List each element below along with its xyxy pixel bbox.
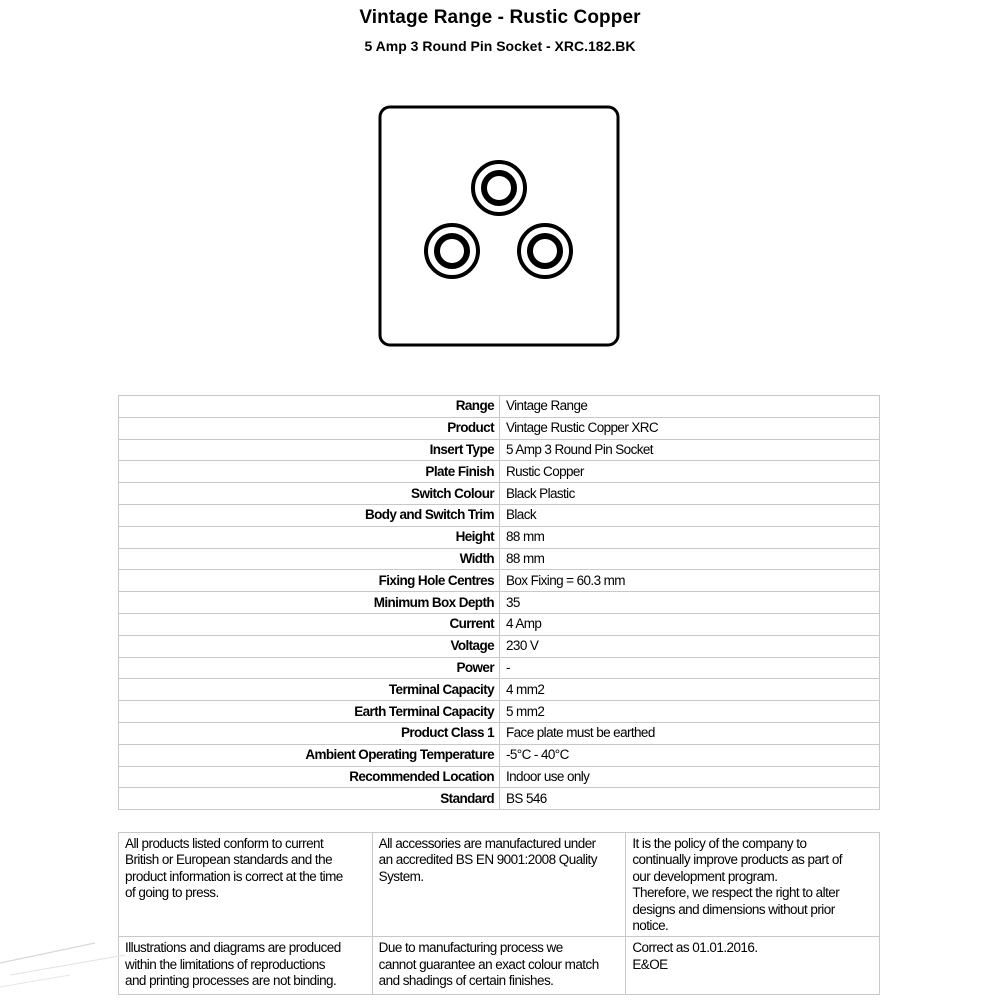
note-line: within the limitations of reproductions — [125, 956, 325, 972]
note-cell-colour-match — [372, 937, 626, 995]
notes-table — [118, 832, 880, 995]
spec-label: Ambient Operating Temperature — [119, 744, 500, 766]
spec-row — [119, 526, 880, 548]
note-line: Correct as 01.01.2016. — [632, 940, 758, 956]
note-line: product information is correct at the time — [125, 868, 343, 884]
spec-label: Earth Terminal Capacity — [119, 701, 500, 723]
spec-value: Vintage Range — [500, 396, 880, 418]
note-line: cannot guarantee an exact colour match — [378, 956, 599, 972]
spec-label: Plate Finish — [119, 461, 500, 483]
spec-label: Switch Colour — [119, 483, 500, 505]
page-subtitle: 5 Amp 3 Round Pin Socket - XRC.182.BK — [364, 38, 636, 54]
spec-row — [119, 504, 880, 526]
spec-value: 230 V — [500, 635, 880, 657]
note-line: of going to press. — [125, 885, 219, 901]
note-cell-standards — [119, 833, 373, 937]
spec-row — [119, 570, 880, 592]
notes-row — [119, 937, 880, 995]
spec-label: Recommended Location — [119, 766, 500, 788]
note-line: All products listed conform to current — [125, 836, 324, 851]
spec-row — [119, 722, 880, 744]
spec-label: Current — [119, 613, 500, 635]
spec-row — [119, 701, 880, 723]
spec-row — [119, 744, 880, 766]
socket-plate-drawing-icon — [370, 96, 630, 356]
spec-row — [119, 417, 880, 439]
earth-pin-hole-icon — [473, 162, 525, 214]
spec-row — [119, 613, 880, 635]
note-cell-quality — [372, 833, 626, 937]
note-cell-policy — [626, 833, 880, 937]
scratch-mark-icon — [0, 935, 130, 995]
spec-row — [119, 461, 880, 483]
note-line: System. — [378, 868, 424, 884]
spec-row — [119, 635, 880, 657]
spec-label: Body and Switch Trim — [119, 504, 500, 526]
spec-value: Black — [500, 504, 880, 526]
spec-value: Indoor use only — [500, 766, 880, 788]
spec-row — [119, 657, 880, 679]
spec-value: Face plate must be earthed — [500, 722, 880, 744]
spec-label: Terminal Capacity — [119, 679, 500, 701]
note-line: Due to manufacturing process we — [378, 940, 563, 956]
specification-table — [118, 395, 880, 810]
spec-row — [119, 788, 880, 810]
spec-value: -5°C - 40°C — [500, 744, 880, 766]
note-line: and shadings of certain finishes. — [378, 973, 554, 989]
note-line: notice. — [632, 918, 669, 934]
spec-value: 88 mm — [500, 548, 880, 570]
spec-row — [119, 396, 880, 418]
spec-value: 35 — [500, 592, 880, 614]
spec-label: Minimum Box Depth — [119, 592, 500, 614]
spec-value: 4 Amp — [500, 613, 880, 635]
spec-label: Height — [119, 526, 500, 548]
spec-row — [119, 483, 880, 505]
spec-value: 5 Amp 3 Round Pin Socket — [500, 439, 880, 461]
note-line: and printing processes are not binding. — [125, 973, 337, 989]
spec-label: Product — [119, 417, 500, 439]
note-line: our development program. — [632, 868, 778, 884]
note-line: E&OE — [632, 956, 668, 972]
note-line: an accredited BS EN 9001:2008 Quality — [378, 852, 597, 868]
note-line: All accessories are manufactured under — [378, 836, 596, 851]
spec-value: 5 mm2 — [500, 701, 880, 723]
spec-value: Rustic Copper — [500, 461, 880, 483]
spec-value: Black Plastic — [500, 483, 880, 505]
spec-row — [119, 548, 880, 570]
spec-value: - — [500, 657, 880, 679]
note-line: British or European standards and the — [125, 852, 333, 868]
spec-label: Insert Type — [119, 439, 500, 461]
spec-row — [119, 679, 880, 701]
note-cell-illustrations — [119, 937, 373, 995]
spec-value: Vintage Rustic Copper XRC — [500, 417, 880, 439]
spec-value: Box Fixing = 60.3 mm — [500, 570, 880, 592]
spec-value: 88 mm — [500, 526, 880, 548]
spec-label: Power — [119, 657, 500, 679]
spec-label: Fixing Hole Centres — [119, 570, 500, 592]
spec-label: Voltage — [119, 635, 500, 657]
note-line: Illustrations and diagrams are produced — [125, 940, 341, 956]
socket-plate-outline — [380, 107, 618, 345]
note-cell-correct-as — [626, 937, 880, 995]
note-line: designs and dimensions without prior — [632, 901, 835, 917]
spec-label: Range — [119, 396, 500, 418]
spec-row — [119, 592, 880, 614]
neutral-pin-hole-icon — [519, 225, 571, 277]
notes-row — [119, 833, 880, 937]
page-title: Vintage Range - Rustic Copper — [359, 7, 641, 28]
spec-label: Product Class 1 — [119, 722, 500, 744]
spec-row — [119, 439, 880, 461]
spec-value: 4 mm2 — [500, 679, 880, 701]
spec-label: Standard — [119, 788, 500, 810]
spec-value: BS 546 — [500, 788, 880, 810]
note-line: continually improve products as part of — [632, 852, 842, 868]
spec-label: Width — [119, 548, 500, 570]
spec-row — [119, 766, 880, 788]
note-line: Therefore, we respect the right to alter — [632, 885, 840, 901]
note-line: It is the policy of the company to — [632, 836, 807, 851]
live-pin-hole-icon — [426, 225, 478, 277]
